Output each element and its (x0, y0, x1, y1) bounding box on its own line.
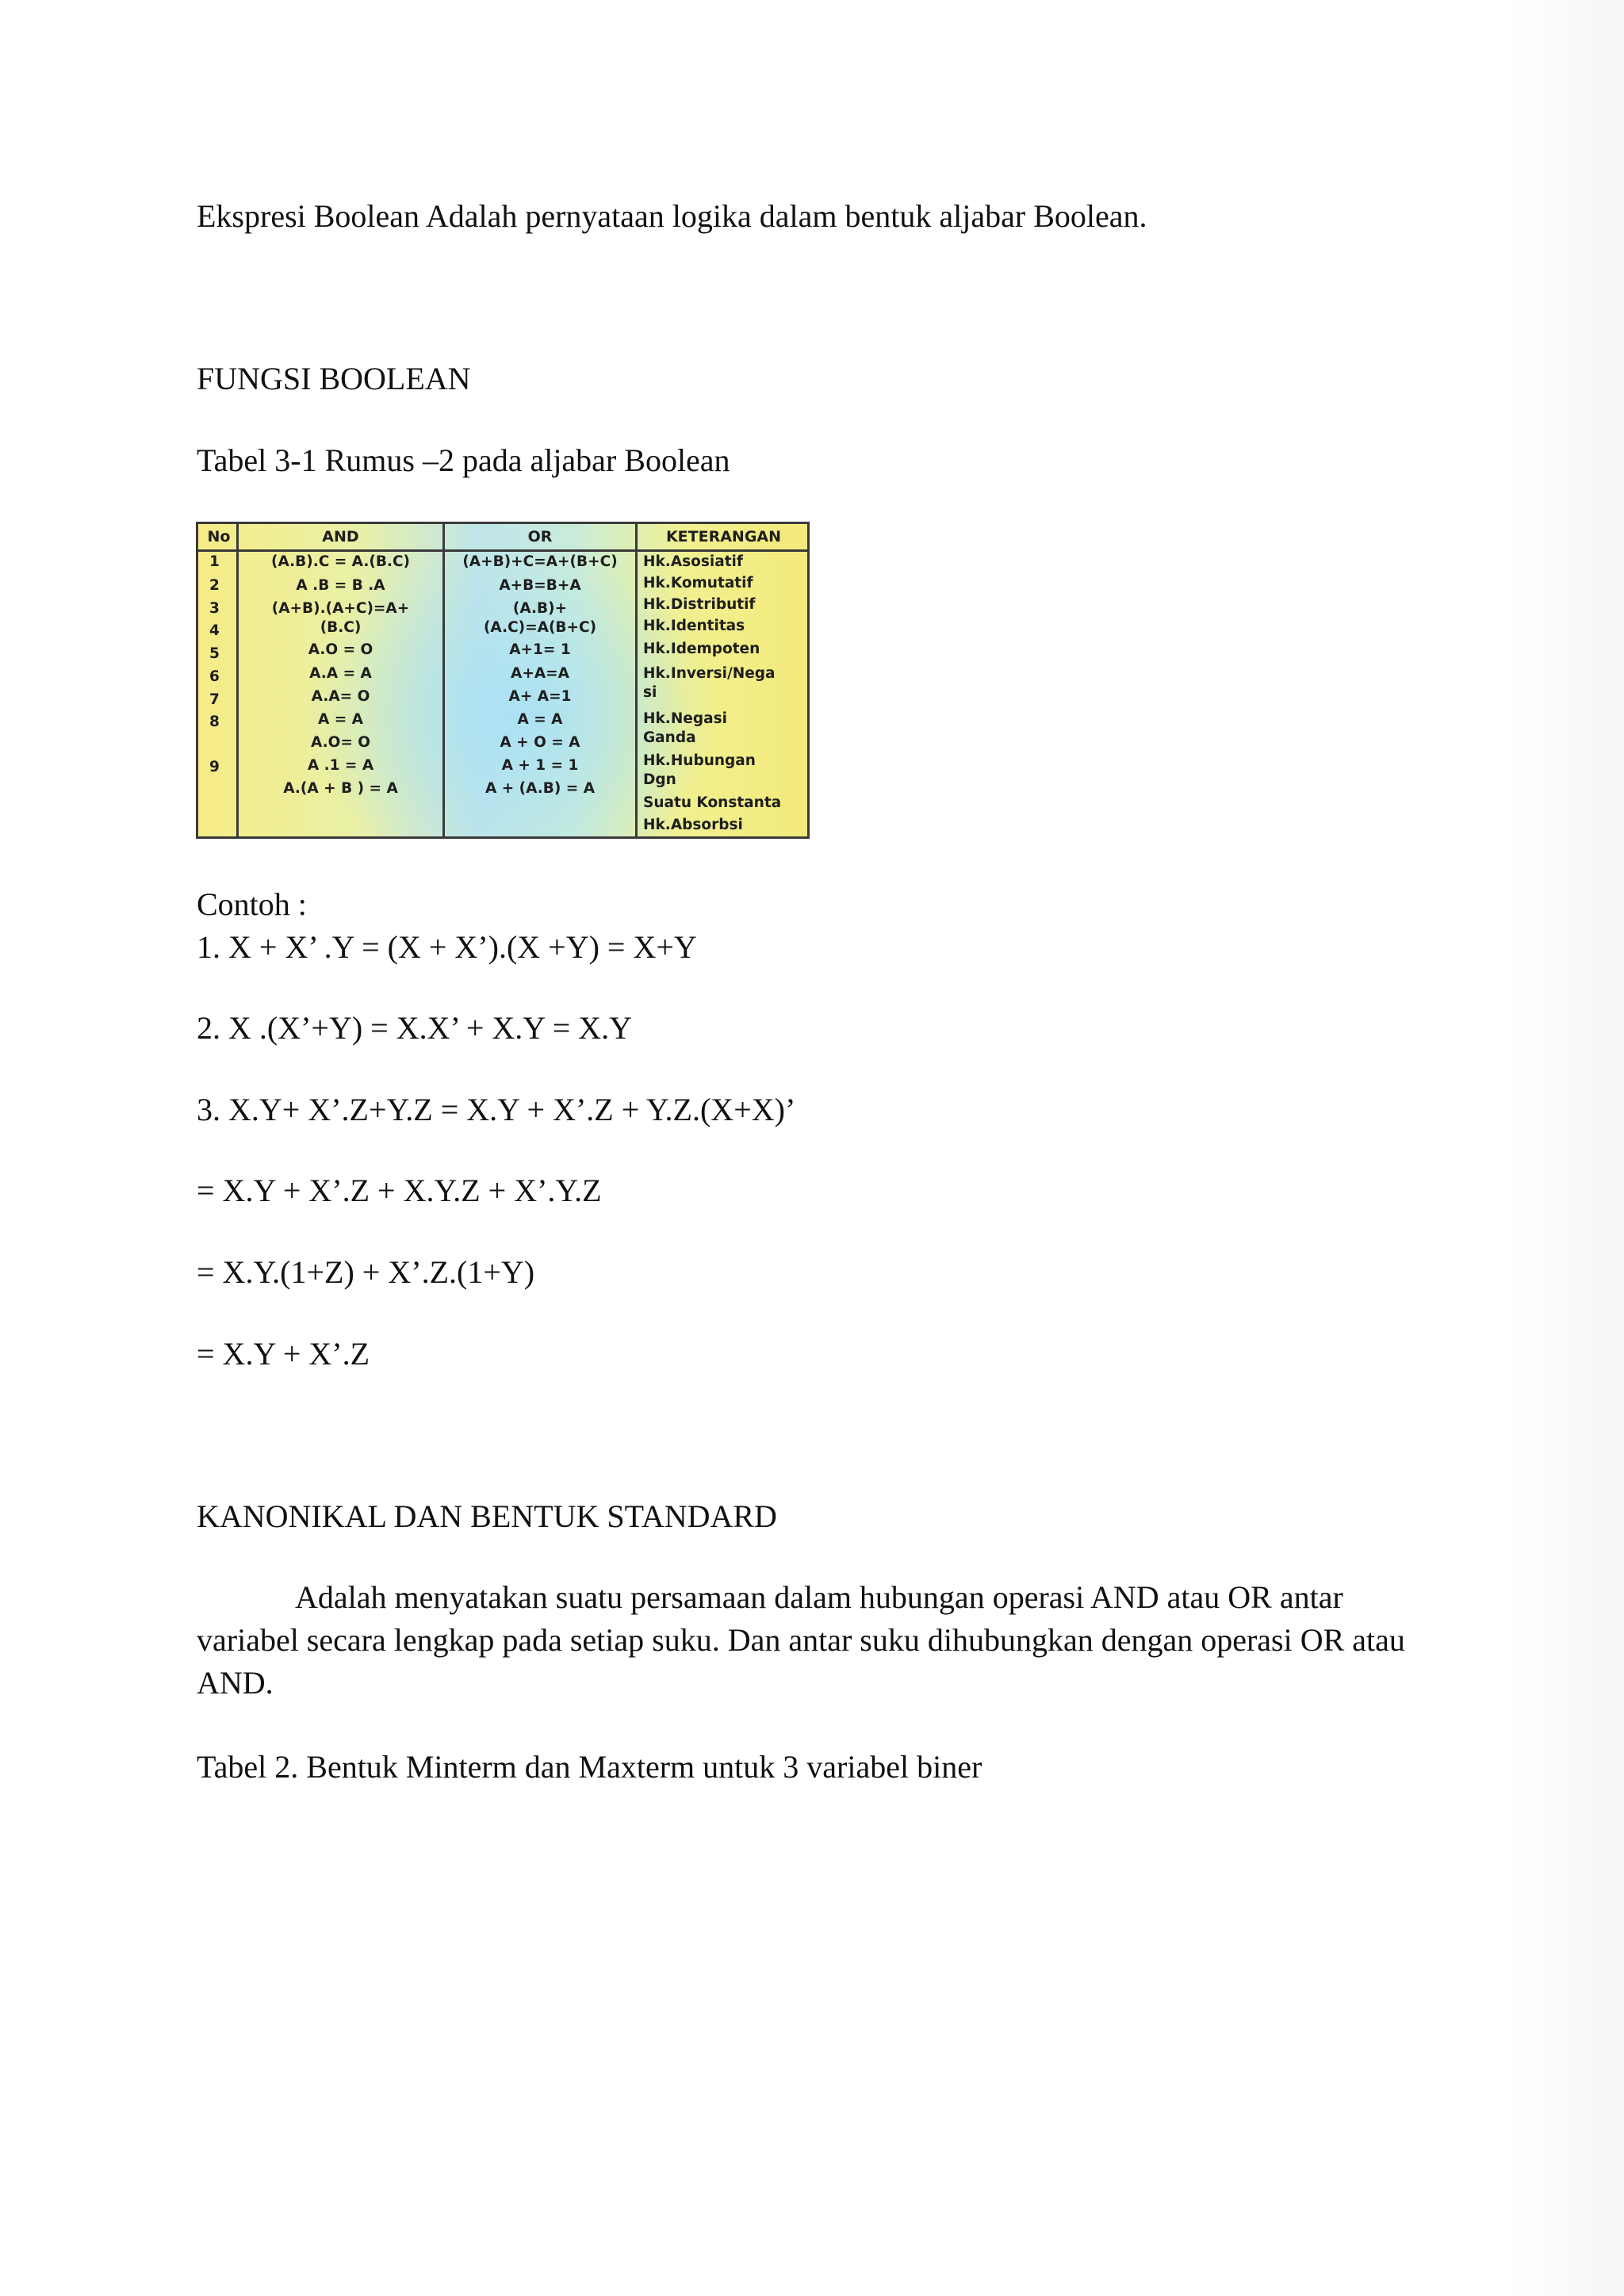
law-name: Hk.Idempoten (643, 641, 760, 657)
header-no: No (207, 528, 231, 545)
and-formula: A = A (317, 711, 364, 728)
law-name: Ganda (643, 729, 696, 746)
boolean-law-table (196, 522, 810, 839)
law-name: Hk.Hubungan (643, 752, 756, 769)
and-formula: A.A = A (309, 665, 372, 682)
and-formula: (B.C) (320, 619, 362, 636)
law-name: Hk.Absorbsi (643, 817, 743, 833)
row-number: 4 (209, 622, 220, 639)
header-or: OR (527, 528, 553, 545)
example-line: 3. X.Y+ X’.Z+Y.Z = X.Y + X’.Z + Y.Z.(X+X)’ (197, 1092, 796, 1127)
or-formula: (A+B)+C=A+(B+C) (462, 553, 618, 570)
law-name: Dgn (643, 771, 676, 788)
row-number: 2 (209, 577, 220, 594)
row-number: 7 (209, 691, 220, 708)
section-title-kanonikal: KANONIKAL DAN BENTUK STANDARD (197, 1498, 777, 1534)
law-name: Hk.Negasi (643, 710, 727, 727)
or-formula: A = A (517, 711, 563, 728)
example-line: 2. X .(X’+Y) = X.X’ + X.Y = X.Y (197, 1010, 633, 1046)
table-caption-1: Tabel 3-1 Rumus –2 pada aljabar Boolean (197, 442, 730, 478)
law-name: Suatu Konstanta (643, 794, 782, 811)
row-number: 5 (209, 645, 220, 662)
and-formula: A.(A + B ) = A (283, 780, 398, 797)
header-and: AND (322, 528, 359, 545)
and-formula: A.O = O (308, 641, 373, 658)
and-formula: (A.B).C = A.(B.C) (271, 553, 410, 570)
row-number: 9 (209, 759, 220, 775)
or-formula: A + (A.B) = A (485, 780, 596, 797)
and-formula: A .1 = A (307, 757, 374, 774)
and-formula: A.O= O (310, 734, 371, 751)
or-formula: A + O = A (500, 734, 580, 751)
law-name: Hk.Komutatif (643, 575, 753, 591)
example-line: = X.Y + X’.Z (197, 1336, 370, 1372)
row-number: 6 (209, 668, 220, 685)
contoh-label: Contoh : (197, 886, 307, 922)
example-line: = X.Y + X’.Z + X.Y.Z + X’.Y.Z (197, 1173, 602, 1208)
or-formula: (A.B)+ (512, 600, 568, 617)
intro-text: Ekspresi Boolean Adalah pernyataan logika dalam bentuk aljabar Boolean. (197, 198, 1147, 234)
law-name: Hk.Identitas (643, 618, 745, 634)
header-keterangan: KETERANGAN (665, 528, 782, 545)
row-number: 3 (209, 600, 220, 617)
or-formula: A + 1 = 1 (501, 757, 579, 774)
law-name: Hk.Asosiatif (643, 553, 743, 570)
column-divider (635, 524, 638, 836)
row-number: 1 (209, 553, 220, 570)
and-formula: A.A= O (311, 688, 370, 705)
or-formula: A+A=A (511, 665, 569, 682)
example-line: = X.Y.(1+Z) + X’.Z.(1+Y) (197, 1254, 535, 1290)
or-formula: A+ A=1 (508, 688, 572, 705)
section-paragraph: Adalah menyatakan suatu persamaan dalam hubungan operasi AND atau OR antar variabel secara lengkap pada setiap suku. Dan antar suku dihubungkan dengan operasi OR atau AND. (197, 1579, 1405, 1701)
and-formula: (A+B).(A+C)=A+ (271, 600, 410, 617)
and-formula: A .B = B .A (296, 577, 385, 594)
law-name: si (643, 684, 657, 701)
law-name: Hk.Inversi/Nega (643, 665, 776, 682)
section-title-fungsi-boolean: FUNGSI BOOLEAN (197, 361, 471, 396)
or-formula: A+B=B+A (499, 577, 581, 594)
table-caption-2: Tabel 2. Bentuk Minterm dan Maxterm untuk 3 variabel biner (197, 1749, 982, 1785)
example-line: 1. X + X’ .Y = (X + X’).(X +Y) = X+Y (197, 929, 697, 965)
or-formula: (A.C)=A(B+C) (483, 619, 597, 636)
row-number: 8 (209, 714, 220, 730)
law-name: Hk.Distributif (643, 596, 756, 613)
or-formula: A+1= 1 (509, 641, 571, 658)
